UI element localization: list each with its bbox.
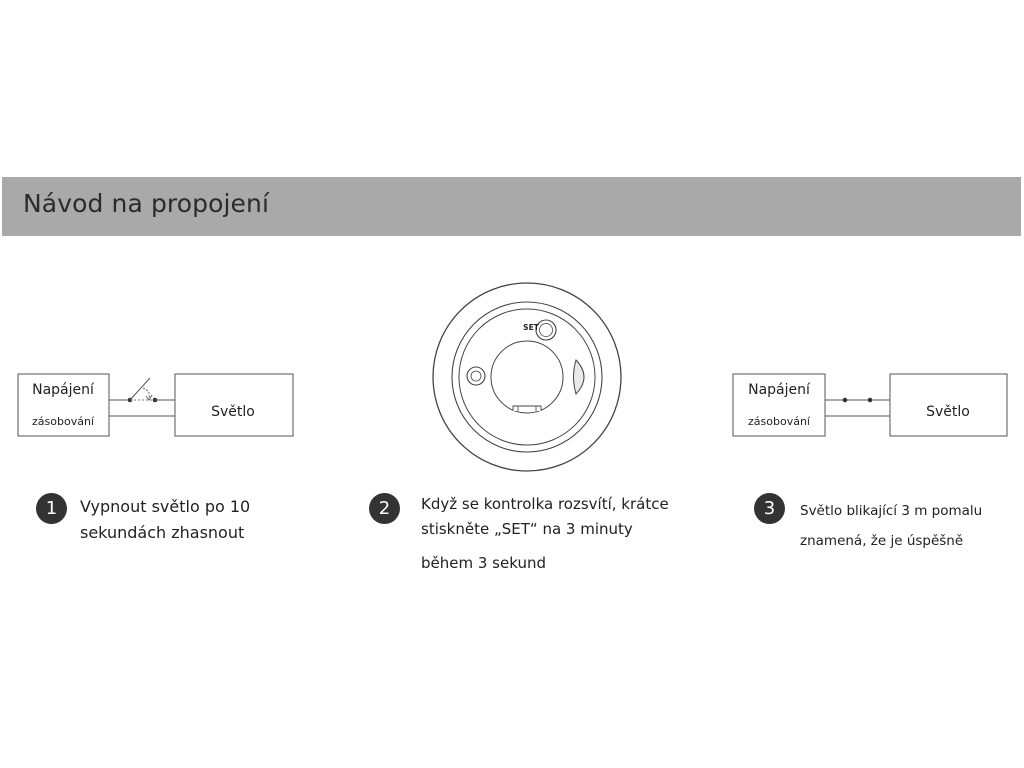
- step-3-text: [800, 496, 982, 556]
- right-light-label: Světlo: [926, 404, 970, 420]
- step-2-text: [421, 495, 669, 572]
- right-power-label-line1: Napájení: [748, 382, 810, 398]
- device-socket-notch: [513, 406, 541, 411]
- device-center-socket: [491, 341, 563, 413]
- right-contact-b: [868, 398, 873, 403]
- step-3-line-1: Světlo blikající 3 m pomalu: [800, 503, 983, 519]
- step-3-badge: 3: [754, 493, 785, 524]
- step-1-text: [80, 494, 250, 546]
- left-power-label-line2: zásobování: [32, 415, 94, 428]
- step-1-line-2: sekundách zhasnout: [80, 523, 245, 542]
- page-title: Návod na propojení: [23, 189, 270, 218]
- step-2-line-3: během 3 sekund: [421, 554, 546, 572]
- step-2-line-1: Když se kontrolka rozsvítí, krátce: [421, 495, 669, 513]
- set-button-inner: [540, 324, 553, 337]
- right-power-label-line2: zásobování: [748, 415, 810, 428]
- right-wiring-diagram: [733, 374, 1007, 436]
- step-1-badge: 1: [36, 493, 67, 524]
- step-2-line-2: stiskněte „SET“ na 3 minuty: [421, 520, 633, 538]
- step-2-badge: 2: [369, 493, 400, 524]
- right-contact-a: [843, 398, 848, 403]
- left-light-label: Světlo: [211, 404, 255, 420]
- controller-device: [433, 283, 621, 471]
- step-1-line-1: Vypnout světlo po 10: [80, 497, 251, 516]
- left-power-label-line1: Napájení: [32, 382, 94, 398]
- step-3-line-2: znamená, že je úspěšně: [800, 533, 964, 549]
- left-wiring-diagram: [18, 374, 293, 436]
- set-label: SET: [523, 323, 539, 332]
